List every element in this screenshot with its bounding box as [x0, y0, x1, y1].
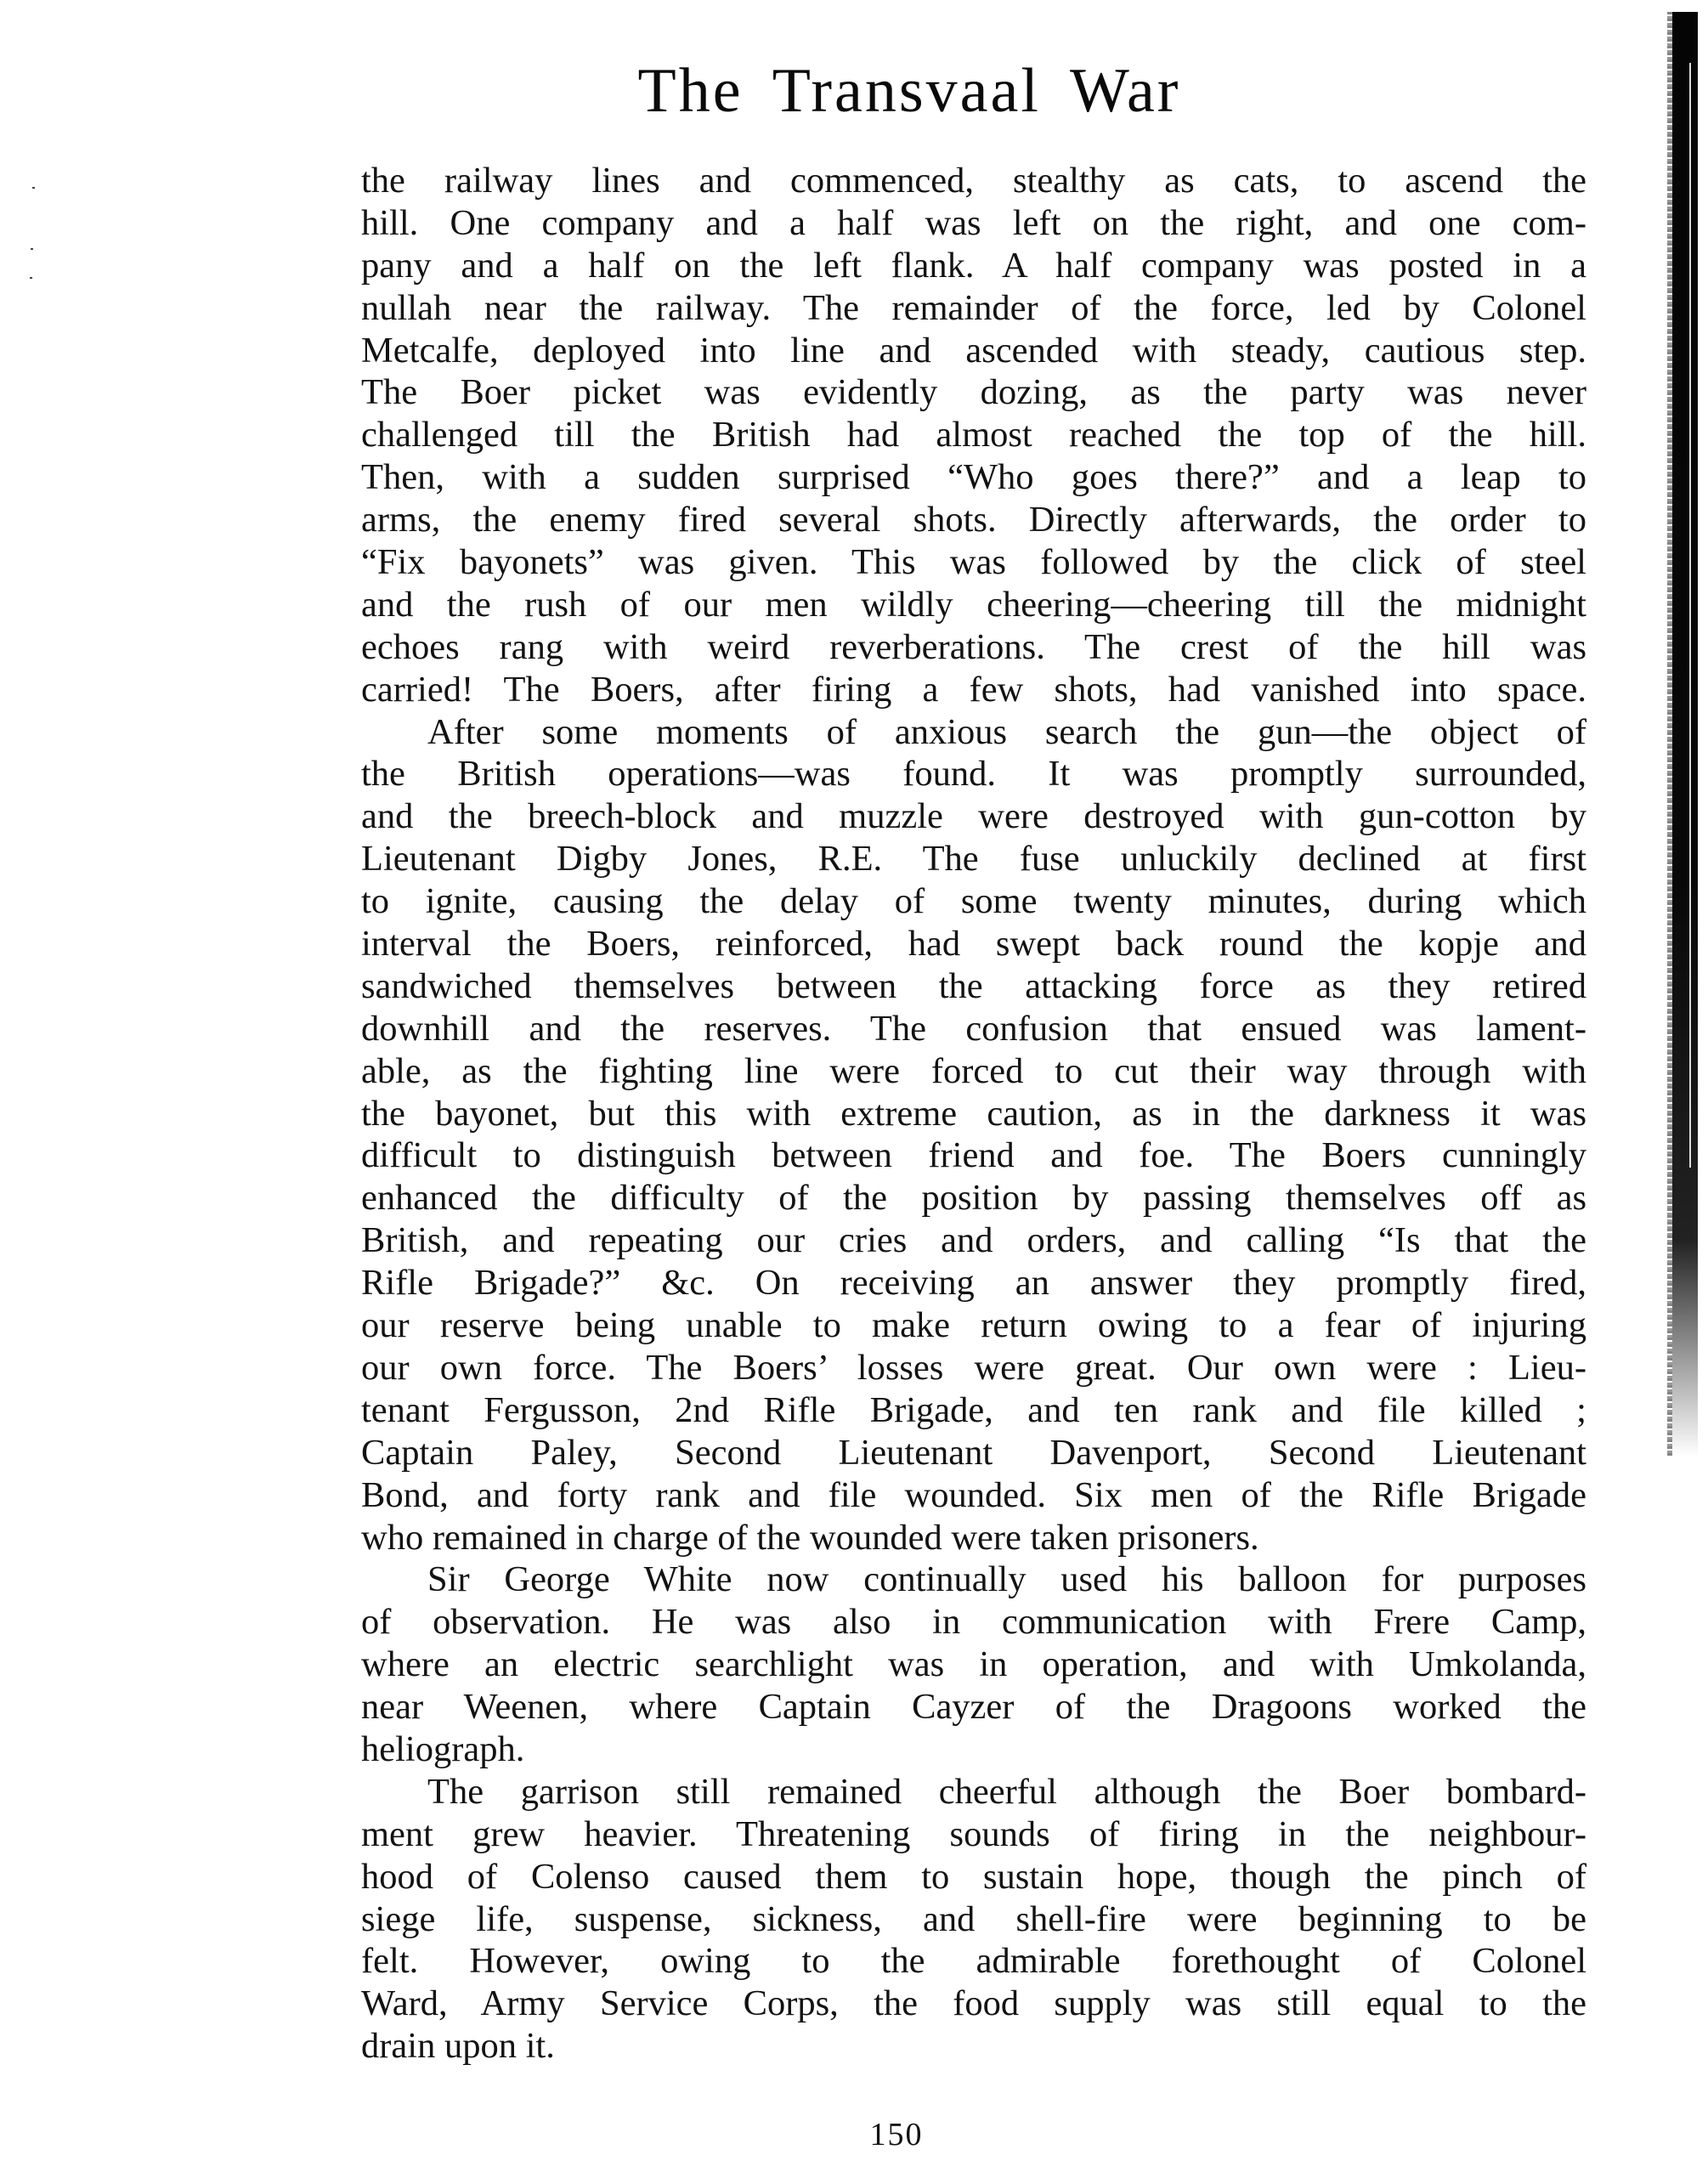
text-line: siege life, suspense, sickness, and shell-fire were beginning to be: [361, 1898, 1586, 1939]
text-line: and the rush of our men wildly cheering—cheering till the midnight: [361, 584, 1586, 625]
text-line: arms, the enemy fired several shots. Directly afterwards, the order to: [361, 500, 1586, 540]
text-line: Then, with a sudden surprised “Who goes there?” and a leap to: [361, 457, 1586, 498]
text-line: tenant Fergusson, 2nd Rifle Brigade, and ten rank and file killed ;: [361, 1389, 1586, 1430]
text-line: Rifle Brigade?” &c. On receiving an answer they promptly fired,: [361, 1263, 1586, 1304]
text-line: who remained in charge of the wounded were taken prisoners.: [361, 1517, 1259, 1558]
text-line: The Boer picket was evidently dozing, as the party was never: [361, 372, 1586, 413]
text-line: and the breech-block and muzzle were destroyed with gun-cotton by: [361, 796, 1586, 837]
text-line: Ward, Army Service Corps, the food supply was still equal to the: [361, 1983, 1586, 2024]
text-line: felt. However, owing to the admirable forethought of Colonel: [361, 1941, 1586, 1982]
text-line: enhanced the difficulty of the position by passing themselves off as: [361, 1178, 1586, 1219]
text-line: British, and repeating our cries and orders, and calling “Is that the: [361, 1220, 1586, 1261]
text-line: the bayonet, but this with extreme caution, as in the darkness it was: [361, 1093, 1586, 1134]
text-line: the British operations—was found. It was promptly surrounded,: [361, 754, 1586, 795]
text-line: where an electric searchlight was in operation, and with Umkolanda,: [361, 1644, 1586, 1685]
text-line: challenged till the British had almost reached the top of the hill.: [361, 415, 1586, 455]
text-line: drain upon it.: [361, 2026, 555, 2067]
text-line: hill. One company and a half was left on the right, and one com-: [361, 202, 1586, 243]
paragraph-first-line: The garrison still remained cheerful although the Boer bombard-: [427, 1771, 1586, 1812]
page-number: 150: [869, 2117, 924, 2153]
text-line: downhill and the reserves. The confusion that ensued was lament-: [361, 1008, 1586, 1049]
margin-speck: [32, 187, 35, 189]
running-header-title: The Transvaal War: [637, 56, 1181, 126]
book-spine-edge: [1672, 12, 1698, 1457]
text-line: difficult to distinguish between friend and foe. The Boers cunningly: [361, 1135, 1586, 1176]
paragraph-first-line: After some moments of anxious search the gun—the object of: [427, 711, 1586, 752]
text-line: carried! The Boers, after firing a few shots, had vanished into space.: [361, 669, 1586, 710]
text-line: interval the Boers, reinforced, had swept back round the kopje and: [361, 924, 1586, 965]
text-line: of observation. He was also in communication with Frere Camp,: [361, 1602, 1586, 1643]
text-line: ment grew heavier. Threatening sounds of firing in the neighbour-: [361, 1813, 1586, 1854]
text-line: heliograph.: [361, 1728, 525, 1769]
margin-speck: [31, 248, 33, 250]
text-line: echoes rang with weird reverberations. The crest of the hill was: [361, 626, 1586, 667]
text-line: the railway lines and commenced, stealthy as cats, to ascend the: [361, 161, 1586, 201]
margin-speck: [30, 277, 32, 279]
text-line: our own force. The Boers’ losses were great. Our own were : Lieu-: [361, 1347, 1586, 1388]
text-line: near Weenen, where Captain Cayzer of the Dragoons worked the: [361, 1687, 1586, 1728]
text-line: “Fix bayonets” was given. This was followed by the click of steel: [361, 542, 1586, 583]
text-line: Lieutenant Digby Jones, R.E. The fuse unluckily declined at first: [361, 839, 1586, 880]
body-text: [361, 160, 1586, 2068]
text-line: nullah near the railway. The remainder of the force, led by Colonel: [361, 287, 1586, 328]
text-line: hood of Colenso caused them to sustain hope, though the pinch of: [361, 1856, 1586, 1897]
paragraph-first-line: Sir George White now continually used his balloon for purposes: [427, 1559, 1586, 1600]
text-line: pany and a half on the left flank. A half company was posted in a: [361, 245, 1586, 286]
text-line: Metcalfe, deployed into line and ascended with steady, cautious step.: [361, 330, 1586, 371]
text-line: our reserve being unable to make return owing to a fear of injuring: [361, 1305, 1586, 1346]
text-line: to ignite, causing the delay of some twenty minutes, during which: [361, 881, 1586, 922]
text-line: sandwiched themselves between the attacking force as they retired: [361, 965, 1586, 1006]
text-line: Bond, and forty rank and file wounded. Six men of the Rifle Brigade: [361, 1474, 1586, 1515]
text-line: able, as the fighting line were forced to cut their way through with: [361, 1050, 1586, 1091]
text-line: Captain Paley, Second Lieutenant Davenport, Second Lieutenant: [361, 1432, 1586, 1473]
